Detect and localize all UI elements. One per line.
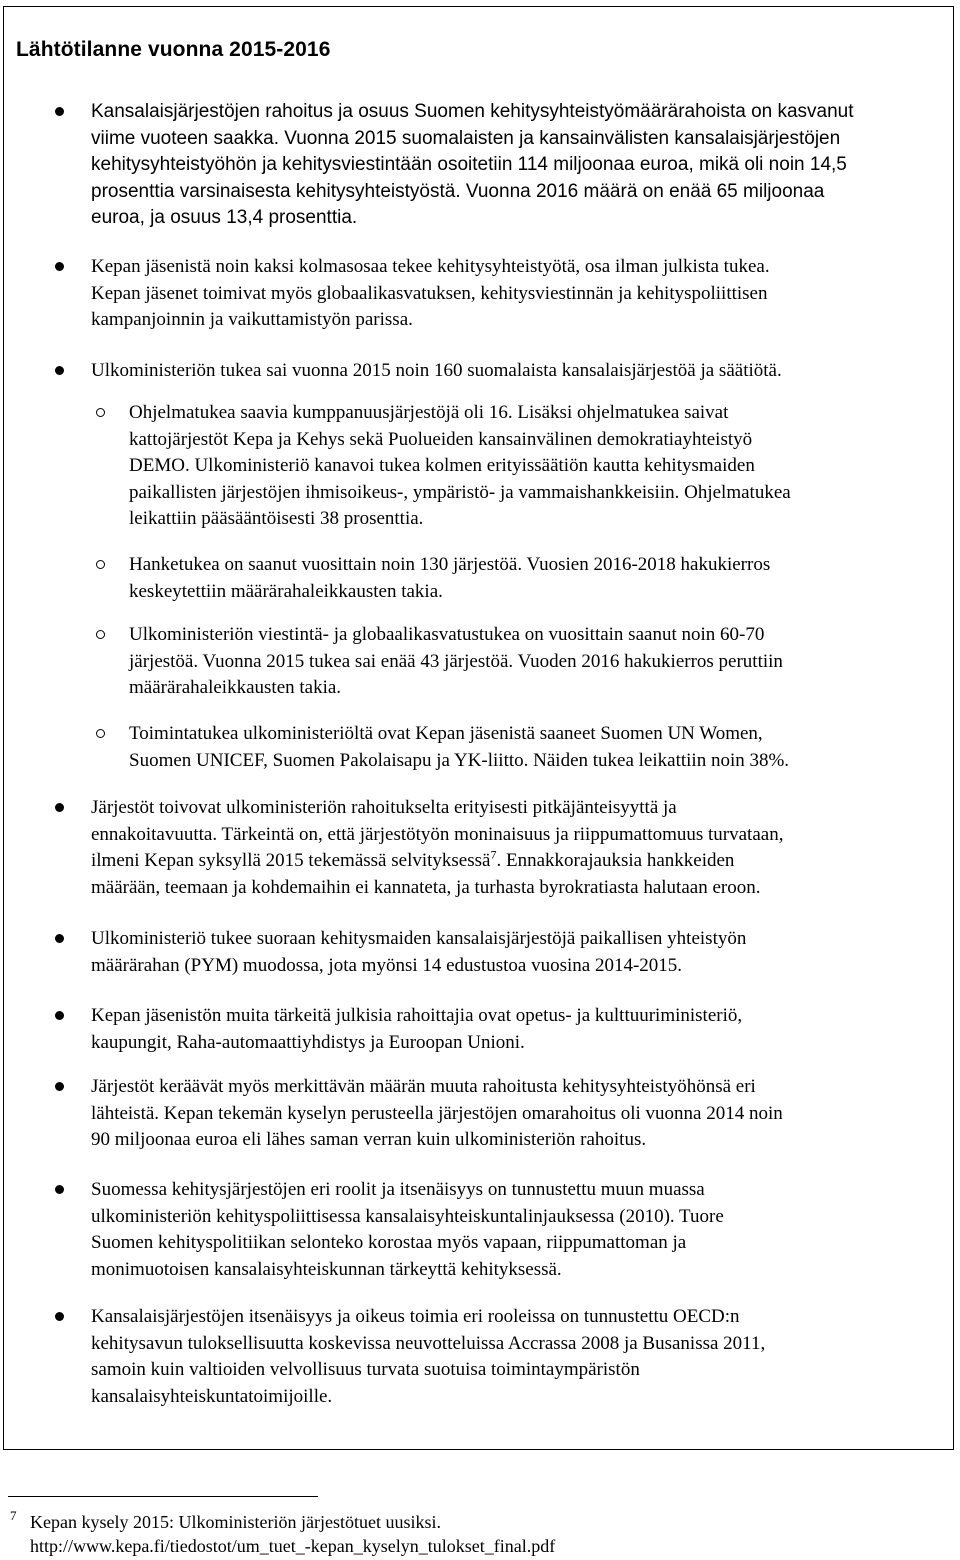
text-line: Kepan jäsenistä noin kaksi kolmasosaa tekee kehitysyhteistyötä, osa ilman julkista tukea.	[91, 256, 770, 277]
bullet-icon	[55, 107, 64, 116]
text-line: ulkoministeriön kehityspoliittisessa kansalaisyhteiskuntalinjauksessa (2010). Tuore	[91, 1205, 724, 1227]
text-line: Kepan jäsenet toimivat myös globaalikasvatuksen, kehitysviestinnän ja kehityspoliittisen	[91, 282, 768, 304]
text-line: Ulkoministeriö tukee suoraan kehitysmaiden kansalaisjärjestöjä paikallisen yhteistyön	[91, 928, 747, 949]
sub-bullet-paragraph-3	[129, 622, 929, 702]
text-line: määrään, teemaan ja kohdemaihin ei kannateta, ja turhasta byrokratiasta halutaan eroon.	[91, 876, 761, 898]
bullet-icon	[55, 262, 64, 271]
footnote-number: 7	[10, 1508, 17, 1523]
text-fragment: ilmeni Kepan syksyllä 2015 tekemässä selvityksessä	[91, 850, 491, 871]
text-line: järjestöä. Vuonna 2015 tukea sai enää 43 järjestöä. Vuoden 2016 hakukierros peruttiin	[129, 650, 783, 672]
text-line: kansalaisyhteiskuntatoimijoille.	[91, 1385, 333, 1407]
text-line: Kansalaisjärjestöjen rahoitus ja osuus Suomen kehitysyhteistyömäärärahoista on kasvanut	[91, 101, 854, 122]
text-line: kampanjoinnin ja vaikuttamistyön parissa.	[91, 309, 413, 330]
bullet-paragraph-7	[91, 1074, 960, 1154]
text-line: lähteistä. Kepan tekemän kyselyn perusteella järjestöjen omarahoitus oli vuonna 2014 noin	[91, 1102, 783, 1124]
text-line: määrärahaleikkausten takia.	[129, 677, 342, 698]
text-line: Suomen kehityspolitiikan selonteko korostaa myös vapaan, riippumattoman ja	[91, 1232, 687, 1253]
text-fragment: . Ennakkorajauksia hankkeiden	[496, 850, 735, 871]
bullet-icon	[55, 1312, 64, 1321]
text-line: euroa, ja osuus 13,4 prosenttia.	[91, 207, 358, 228]
footnote-text: Kepan kysely 2015: Ulkoministeriön järjestötuet uusiksi.	[30, 1512, 441, 1532]
bullet-paragraph-5	[91, 926, 960, 979]
footnote-link[interactable]: http://www.kepa.fi/tiedostot/um_tuet_-kepan_kyselyn_tulokset_final.pdf	[30, 1536, 556, 1556]
bullet-paragraph-6	[91, 1003, 960, 1056]
text-line: DEMO. Ulkoministeriö kanavoi tukea kolmen erityissäätiön kautta kehitysmaiden	[129, 455, 755, 476]
text-line: Ohjelmatukea saavia kumppanuusjärjestöjä oli 16. Lisäksi ohjelmatukea saivat	[129, 402, 729, 423]
text-line: Hanketukea on saanut vuosittain noin 130 järjestöä. Vuosien 2016-2018 hakukierros	[129, 554, 771, 575]
bullet-paragraph-3	[91, 358, 960, 385]
text-line: Ulkoministeriön tukea sai vuonna 2015 noin 160 suomalaista kansalaisjärjestöä ja säätiötä.	[91, 360, 782, 381]
text-line: Kansalaisjärjestöjen itsenäisyys ja oikeus toimia eri rooleissa on tunnustettu OECD:n	[91, 1306, 740, 1327]
text-line: viime vuoteen saakka. Vuonna 2015 suomalaisten ja kansainvälisten kansalaisjärjestöjen	[91, 127, 841, 149]
bullet-paragraph-8	[91, 1177, 960, 1283]
text-line: Järjestöt toivovat ulkoministeriön rahoitukselta erityisesti pitkäjänteisyyttä ja	[91, 797, 677, 818]
text-line: 90 miljoonaa euroa eli lähes saman verran kuin ulkoministeriön rahoitus.	[91, 1129, 647, 1150]
sub-bullet-paragraph-4	[129, 721, 929, 774]
text-line: monimuotoisen kansalaisyhteiskunnan tärkeyttä kehityksessä.	[91, 1258, 562, 1280]
text-line: Kepan jäsenistön muita tärkeitä julkisia rahoittajia ovat opetus- ja kulttuuriministeriö,	[91, 1005, 743, 1026]
bullet-paragraph-9	[91, 1304, 960, 1410]
text-line: keskeytettiin määrärahaleikkausten takia.	[129, 580, 443, 602]
sub-bullet-icon	[96, 408, 105, 417]
text-line: Ulkoministeriön viestintä- ja globaalikasvatustukea on vuosittain saanut noin 60-70	[129, 624, 765, 645]
bullet-paragraph-2	[91, 254, 960, 334]
bullet-icon	[55, 1185, 64, 1194]
sub-bullet-icon	[96, 729, 105, 738]
bullet-paragraph-1	[91, 99, 960, 232]
text-line: leikattiin pääsääntöisesti 38 prosenttia.	[129, 508, 424, 529]
bullet-icon	[55, 366, 64, 375]
footnote-reference[interactable]: 7	[490, 847, 497, 862]
bullet-icon	[55, 1082, 64, 1091]
text-line: kehitysyhteistyöhön ja kehitysviestintään osoitetiin 114 miljoonaa euroa, mikä oli noin 14,5	[91, 154, 847, 175]
text-line: kattojärjestöt Kepa ja Kehys sekä Puolueiden kansainvälinen demokratiayhteistyö	[129, 428, 753, 450]
text-line	[91, 848, 960, 875]
bullet-icon	[55, 803, 64, 812]
text-line: Toimintatukea ulkoministeriöltä ovat Kepan jäsenistä saaneet Suomen UN Women,	[129, 723, 763, 744]
text-line: paikallisten järjestöjen ihmisoikeus-, ympäristö- ja vammaishankkeisiin. Ohjelmatukea	[129, 481, 791, 503]
text-line: Suomessa kehitysjärjestöjen eri roolit ja itsenäisyys on tunnustettu muun muassa	[91, 1179, 705, 1200]
sub-bullet-paragraph-1	[129, 400, 929, 533]
bullet-icon	[55, 1011, 64, 1020]
text-line: Järjestöt keräävät myös merkittävän määrän muuta rahoitusta kehitysyhteistyöhönsä eri	[91, 1076, 756, 1097]
text-line: kehitysavun tuloksellisuutta koskevissa neuvotteluissa Accrassa 2008 ja Busanissa 2011,	[91, 1332, 766, 1354]
text-line: prosenttia varsinaisesta kehitysyhteistyöstä. Vuonna 2016 määrä on enää 65 miljoonaa	[91, 180, 825, 202]
sub-bullet-paragraph-2	[129, 552, 929, 605]
sub-bullet-icon	[96, 560, 105, 569]
text-line: ennakoitavuutta. Tärkeintä on, että järjestötyön moninaisuus ja riippumattomuus turvataan,	[91, 823, 784, 845]
text-line: kaupungit, Raha-automaattiyhdistys ja Euroopan Unioni.	[91, 1031, 525, 1053]
bullet-icon	[55, 934, 64, 943]
sub-bullet-icon	[96, 630, 105, 639]
text-line: Suomen UNICEF, Suomen Pakolaisapu ja YK-liitto. Näiden tukea leikattiin noin 38%.	[129, 749, 790, 771]
footnote-separator	[8, 1496, 318, 1497]
text-line: samoin kuin valtioiden velvollisuus turvata suotuisa toimintaympäristön	[91, 1359, 640, 1380]
bullet-paragraph-4	[91, 795, 960, 901]
section-title: Lähtötilanne vuonna 2015-2016	[16, 38, 331, 61]
text-line: määrärahan (PYM) muodossa, jota myönsi 14 edustustoa vuosina 2014-2015.	[91, 954, 683, 976]
